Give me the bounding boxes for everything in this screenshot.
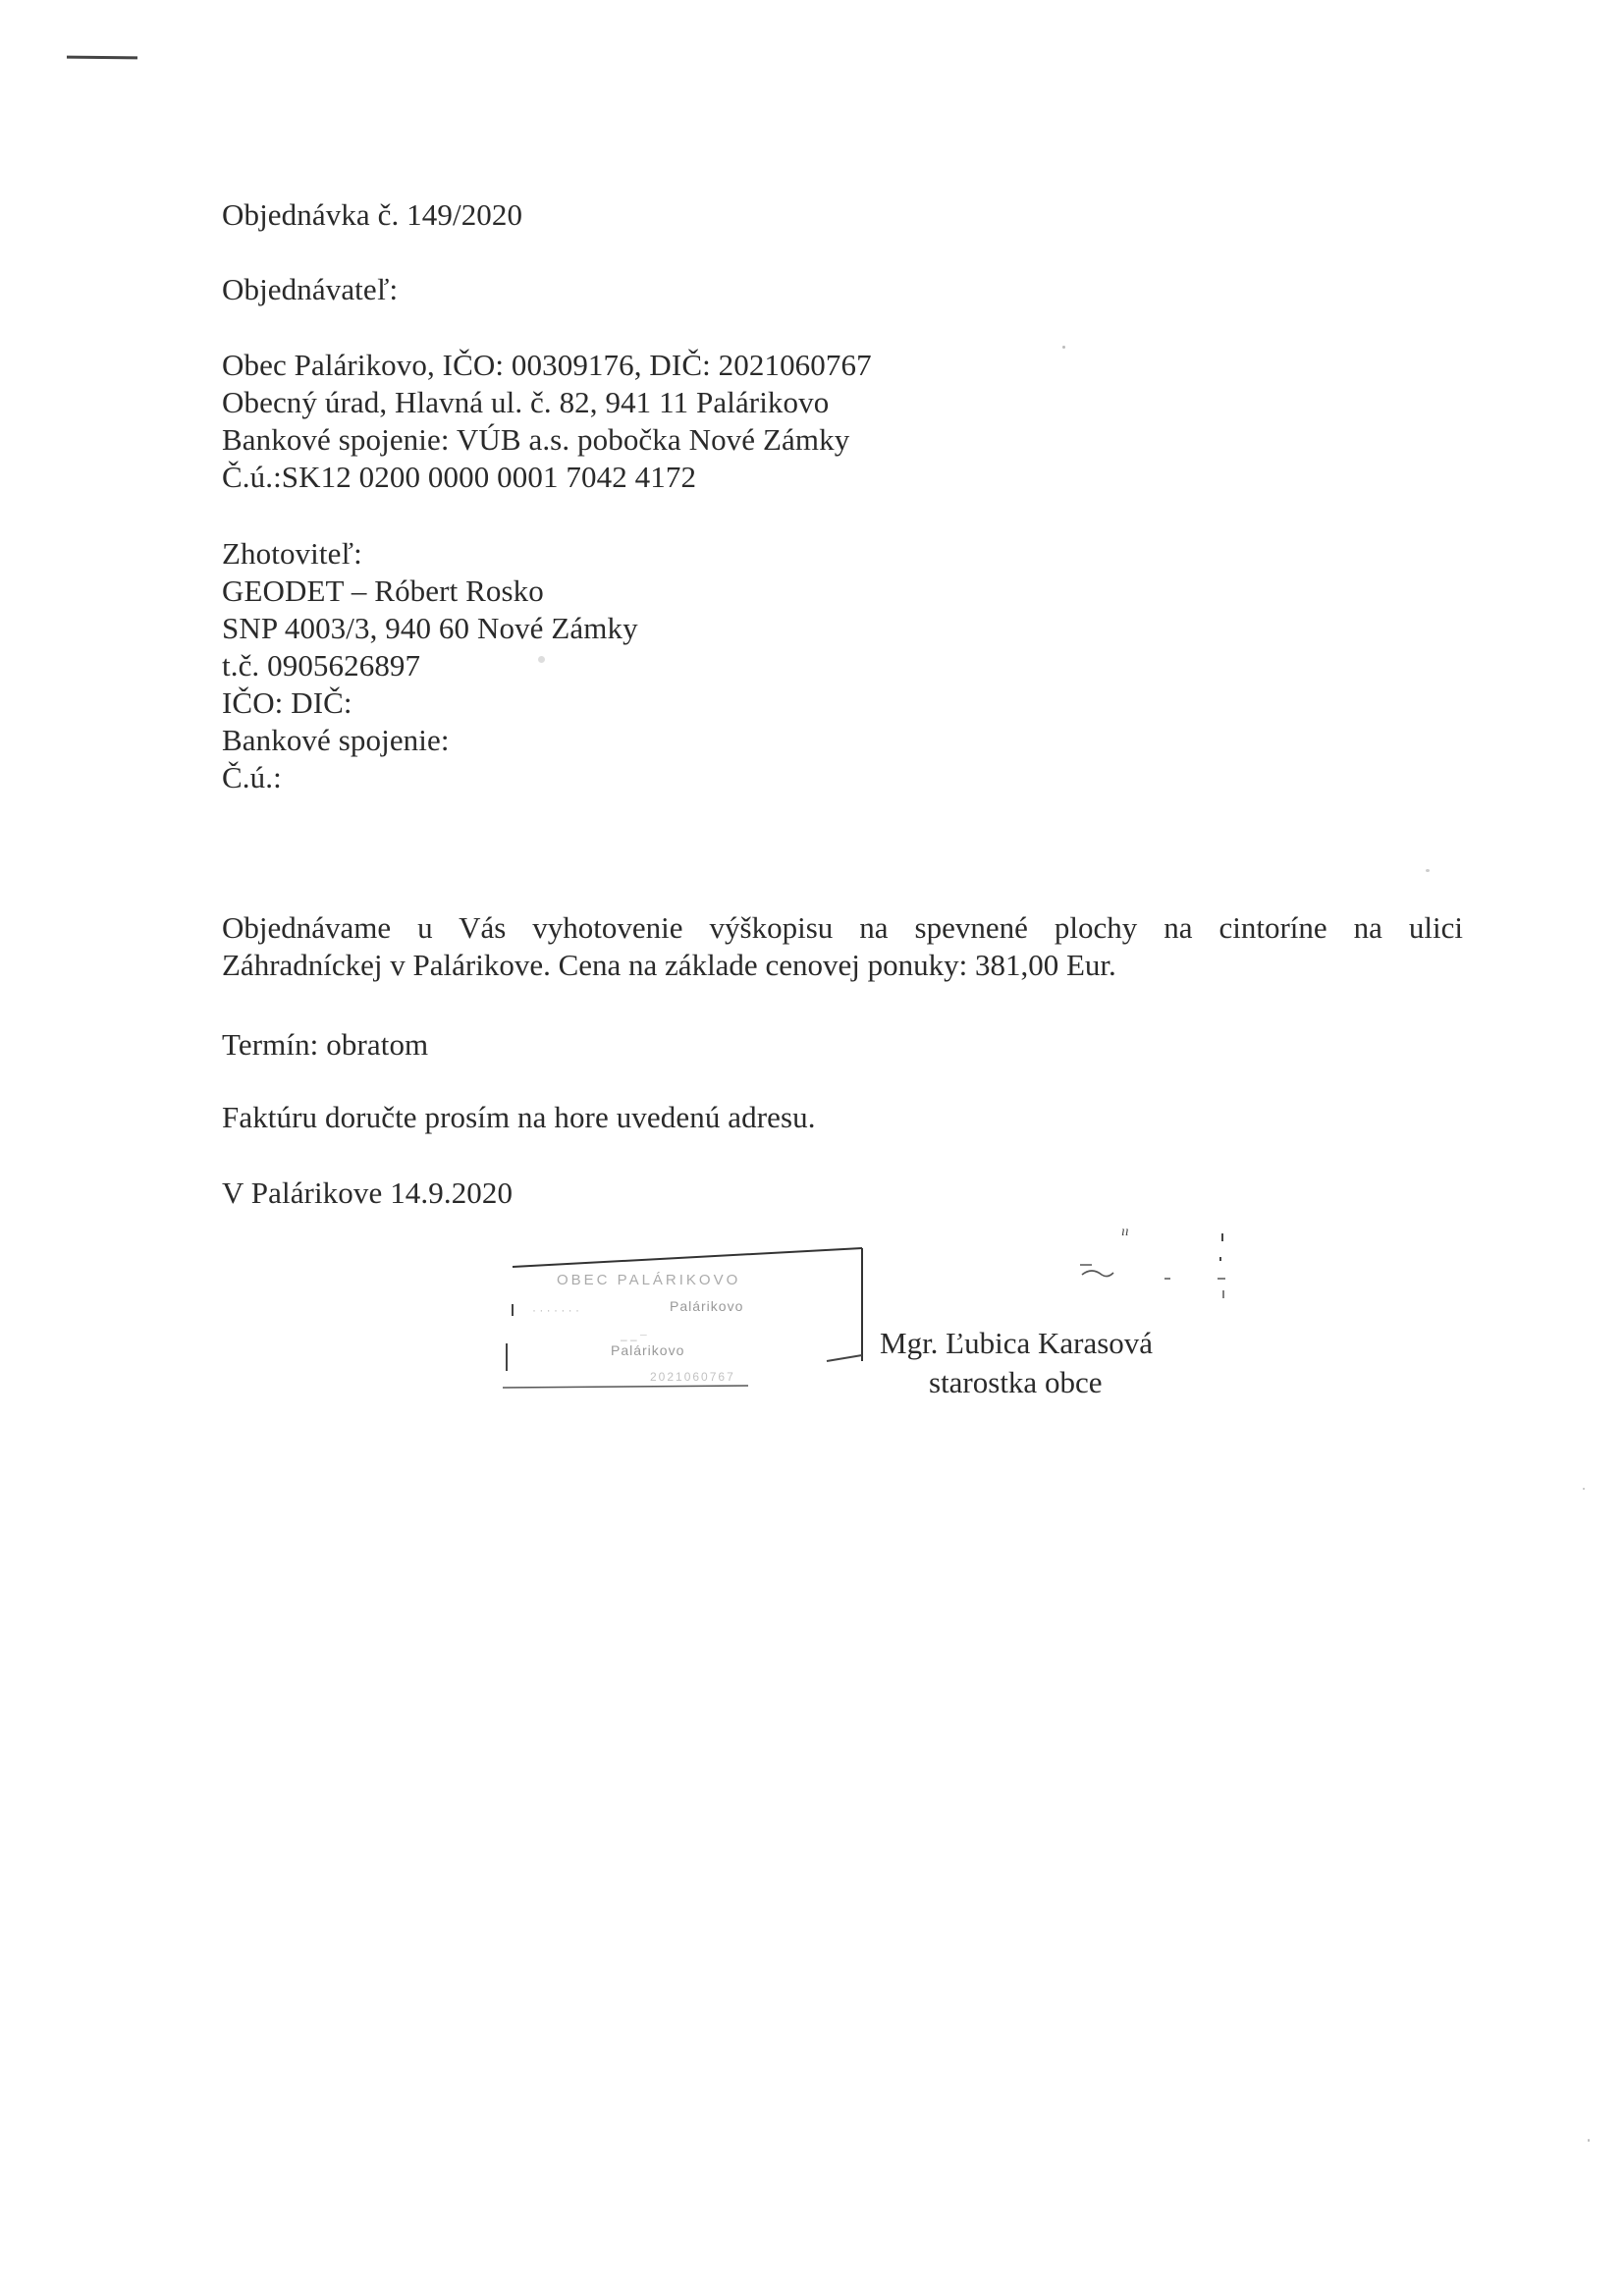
- scan-speck: [1588, 2139, 1590, 2142]
- orderer-line-2: Obecný úrad, Hlavná ul. č. 82, 941 11 Palárikovo: [222, 385, 830, 419]
- order-number: Objednávka č. 149/2020: [222, 197, 523, 232]
- orderer-line-1: Obec Palárikovo, IČO: 00309176, DIČ: 2021060767: [222, 348, 872, 382]
- order-paragraph: [222, 909, 1463, 984]
- deadline: Termín: obratom: [222, 1027, 429, 1062]
- stamp-text-1: OBEC PALÁRIKOVO: [557, 1272, 741, 1288]
- signature-marks: [1070, 1218, 1237, 1316]
- contractor-line-1: GEODET – Róbert Rosko: [222, 574, 544, 608]
- contractor-line-3: t.č. 0905626897: [222, 648, 421, 683]
- scan-speck: [1062, 346, 1065, 349]
- orderer-line-3: Bankové spojenie: VÚB a.s. pobočka Nové Zámky: [222, 422, 850, 457]
- contractor-line-5: Bankové spojenie:: [222, 723, 450, 757]
- scan-speck: [1583, 1488, 1585, 1490]
- svg-text:· · · · · · ·: · · · · · · ·: [532, 1303, 579, 1317]
- stamp-graphic: [503, 1245, 868, 1393]
- stamp-text-3: Palárikovo: [611, 1342, 685, 1358]
- signer-name: Mgr. Ľubica Karasová: [880, 1326, 1154, 1360]
- order-paragraph-line-2: Záhradníckej v Palárikove. Cena na základe cenovej ponuky: 381,00 Eur.: [222, 948, 1116, 982]
- contractor-line-2: SNP 4003/3, 940 60 Nové Zámky: [222, 611, 638, 645]
- official-stamp: [503, 1245, 868, 1393]
- orderer-heading: Objednávateľ:: [222, 272, 399, 306]
- order-paragraph-line-1: Objednávame u Vás vyhotovenie výškopisu na spevnené plochy na cintoríne na ulici: [222, 910, 1463, 945]
- orderer-line-4: Č.ú.:SK12 0200 0000 0001 7042 4172: [222, 460, 697, 494]
- signer-title: starostka obce: [929, 1365, 1103, 1399]
- scan-speck: [1426, 869, 1430, 872]
- invoice-note: Faktúru doručte prosím na hore uvedenú adresu.: [222, 1100, 816, 1134]
- scan-mark: [67, 56, 137, 60]
- stamp-text-2: Palárikovo: [670, 1298, 744, 1314]
- contractor-line-4: IČO: DIČ:: [222, 685, 352, 720]
- svg-text:‒ ‒ ¯: ‒ ‒ ¯: [621, 1333, 647, 1346]
- scan-speck: [538, 656, 545, 663]
- svg-text:ıı: ıı: [1121, 1225, 1129, 1239]
- contractor-line-6: Č.ú.:: [222, 760, 282, 794]
- place-date: V Palárikove 14.9.2020: [222, 1175, 514, 1210]
- signature-graphic: [1070, 1218, 1237, 1316]
- stamp-text-4: 2021060767: [650, 1370, 735, 1384]
- contractor-heading: Zhotoviteľ:: [222, 536, 362, 571]
